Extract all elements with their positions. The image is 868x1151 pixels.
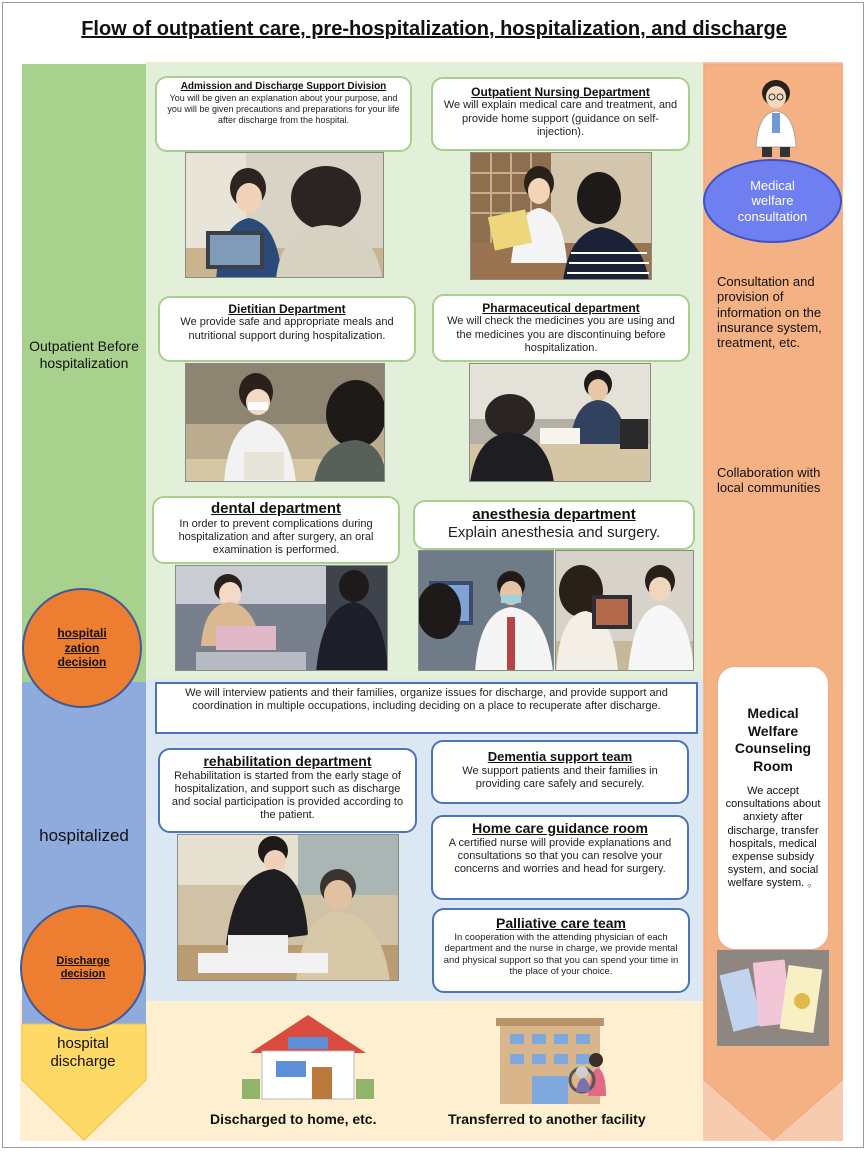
- doctor-icon: [748, 77, 804, 159]
- card-body: We support patients and their families in providing care safely and securely.: [462, 764, 658, 790]
- card-body: We will check the medicines you are using and the medicines you are discontinuing before hospitalization.: [447, 315, 675, 354]
- counseling-body: We accept consultations about anxiety after discharge, transfer hospitals, medical expense subsidy system, and social welfare system. 。: [725, 785, 821, 890]
- card-body: We will explain medical care and treatment, and provide home support (guidance on self-injection).: [443, 99, 678, 138]
- card-heading: Dementia support team: [487, 749, 633, 764]
- card-body: We provide safe and appropriate meals and nutritional support during hospitalization.: [180, 316, 394, 342]
- card-heading: Pharmaceutical department: [482, 301, 640, 315]
- card-body: You will be given an explanation about your purpose, and you will be given precautions and preparations for your life after discharge from the hospital.: [167, 93, 400, 125]
- palliative-card: [432, 908, 690, 993]
- card-heading: Outpatient Nursing Department: [471, 85, 650, 99]
- card-body: We will interview patients and their families, organize issues for discharge, and provide support and coordination in multiple occupations, including deciding on a place to recuperate after discharge.: [185, 687, 668, 713]
- discharge-decision-badge: Discharge decision: [20, 905, 146, 1031]
- card-heading: Dietitian Department: [228, 302, 346, 316]
- hospitalization-decision-badge: hospitali zation decision: [22, 588, 142, 708]
- anesthesia-photo-right: [555, 550, 694, 671]
- medical-welfare-consultation-badge: Medical welfare consultation: [703, 159, 842, 243]
- dietitian-card: [158, 296, 416, 362]
- consultation-text: Consultation and provision of information on the insurance system, treatment, etc.: [717, 274, 822, 351]
- dental-card: [152, 496, 400, 564]
- hospital-discharge-label: hospital discharge: [50, 1035, 116, 1070]
- outpatient-nursing-photo: [470, 152, 652, 280]
- rehabilitation-card: [158, 748, 417, 833]
- admission-support-card: [155, 76, 412, 152]
- card-body: A certified nurse will provide explanations and consultations so that you can resolve your concerns and worries and head for surgery.: [448, 836, 672, 876]
- collaboration-text: Collaboration with local communities: [717, 465, 821, 496]
- anesthesia-card: [413, 500, 695, 550]
- dementia-card: [431, 740, 689, 804]
- card-body: In cooperation with the attending physician of each department and the nurse in charge, we provide mental and physical support so that you can spend your time in the place of your choice.: [443, 931, 679, 977]
- hospitalized-label: hospitalized: [39, 826, 129, 845]
- card-heading: Palliative care team: [496, 915, 626, 931]
- rehabilitation-photo: [177, 834, 399, 981]
- pharmaceutical-card: [432, 294, 690, 362]
- anesthesia-photo-left: [418, 550, 554, 671]
- counseling-title: Medical Welfare Counseling Room: [734, 705, 812, 774]
- card-heading: dental department: [210, 500, 342, 517]
- outpatient-nursing-card: [431, 77, 690, 151]
- page-title: Flow of outpatient care, pre-hospitalization, hospitalization, and discharge: [81, 18, 787, 40]
- facility-icon: [492, 1016, 622, 1110]
- card-heading: Home care guidance room: [472, 820, 648, 836]
- dietitian-photo: [185, 363, 385, 482]
- card-body: Explain anesthesia and surgery.: [447, 524, 661, 541]
- admission-photo: [185, 152, 384, 278]
- dental-photo: [175, 565, 388, 671]
- card-heading: anesthesia department: [472, 506, 636, 523]
- card-heading: Admission and Discharge Support Division: [180, 81, 387, 92]
- card-body: Rehabilitation is started from the early stage of hospitalization, and support such as discharge and social participation is provided according to the patient.: [171, 769, 404, 822]
- counseling-room-box: [717, 666, 829, 950]
- house-icon: [242, 1011, 374, 1103]
- card-body: In order to prevent complications during hospitalization and after surgery, an oral examination is performed.: [178, 518, 374, 557]
- card-heading: rehabilitation department: [203, 753, 372, 769]
- brochures-photo: [717, 950, 829, 1046]
- home-caption: Discharged to home, etc.: [210, 1111, 377, 1127]
- interview-banner: [155, 682, 698, 734]
- facility-caption: Transferred to another facility: [448, 1111, 646, 1127]
- pharmaceutical-photo: [469, 363, 651, 482]
- home-care-card: [431, 815, 689, 900]
- outpatient-label: Outpatient Before hospitalization: [29, 338, 139, 371]
